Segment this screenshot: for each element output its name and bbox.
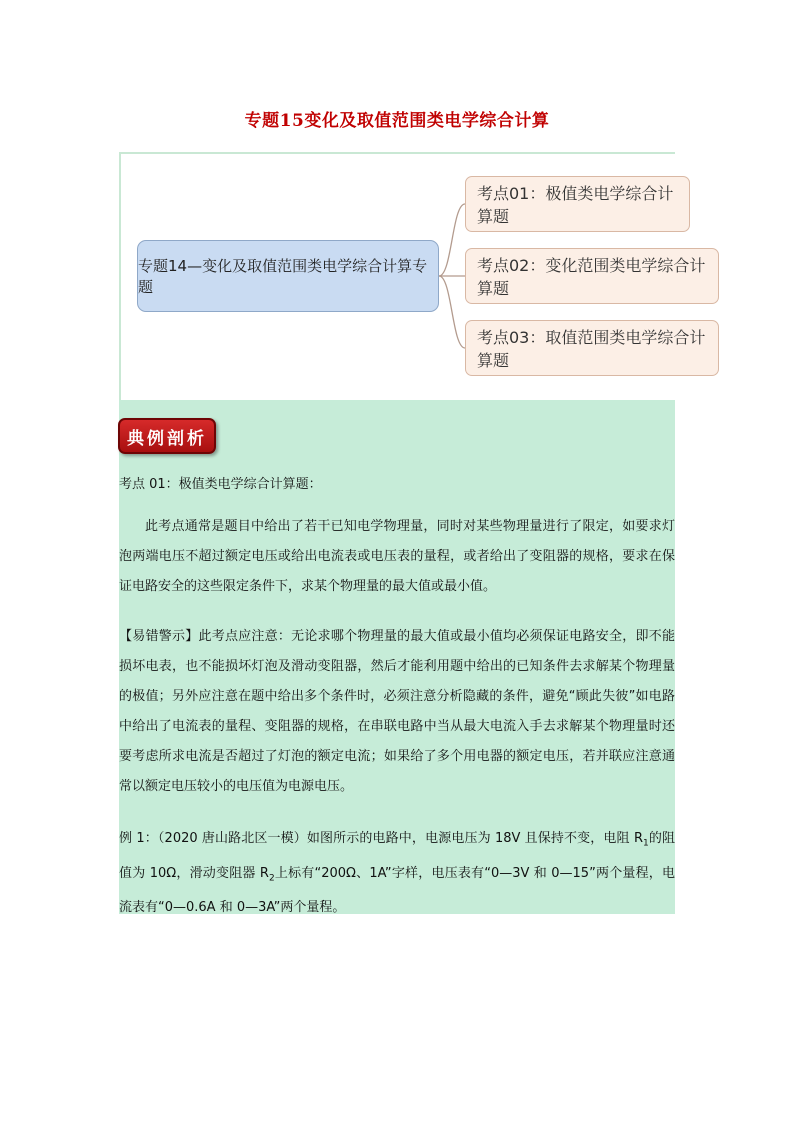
connector-1 (439, 204, 465, 276)
explanation-paragraph: 此考点通常是题目中给出了若干已知电学物理量，同时对某些物理量进行了限定，如要求灯泡两端电压不超过额定电压或给出电流表或电压表的量程，或者给出了变阻器的规格，要求在保证电路安全的这些限定条件下，求某个物理量的最大值或最小值。 (119, 519, 675, 594)
mind-map-node-2: 考点02：变化范围类电学综合计算题 (465, 248, 719, 304)
mind-map-root-node: 专题14—变化及取值范围类电学综合计算专题 (137, 240, 439, 312)
page-title: 专题15变化及取值范围类电学综合计算 (244, 111, 550, 131)
mind-map-node-1: 考点01：极值类电学综合计算题 (465, 176, 690, 232)
section-badge: 典例剖析 (118, 418, 216, 454)
mind-map-node-3: 考点03：取值范围类电学综合计算题 (465, 320, 719, 376)
section-heading: 考点 01：极值类电学综合计算题： (119, 477, 322, 492)
warning-paragraph: 【易错警示】此考点应注意：无论求哪个物理量的最大值或最小值均必须保证电路安全，即不能损坏电表，也不能损坏灯泡及滑动变阻器，然后才能利用题中给出的已知条件去求解某个物理量的极值；另外应注意在题中给出多个条件时，必须注意分析隐藏的条件，避免“顾此失彼”如电路中给出了电流表的量程、变阻器的规格，在串联电路中当从最大电流入手去求解某个物理量时还要考虑所求电流是否超过了灯泡的额定电流；如果给了多个用电器的额定电压，若并联应注意通常以额定电压较小的电压值为电源电压。 (119, 629, 675, 794)
connector-3 (439, 276, 465, 348)
example-paragraph: 例 1：（2020 唐山路北区一模）如图所示的电路中，电源电压为 18V 且保持不变，电阻 $R_1$的阻值为 10Ω，滑动变阻器 $R_2$上标有“200Ω、1A”字样，电压表有“0—3V 和 0—15”两个量程，电流表有“0—0.6A 和 0—3A”两个量程。 (119, 831, 675, 916)
